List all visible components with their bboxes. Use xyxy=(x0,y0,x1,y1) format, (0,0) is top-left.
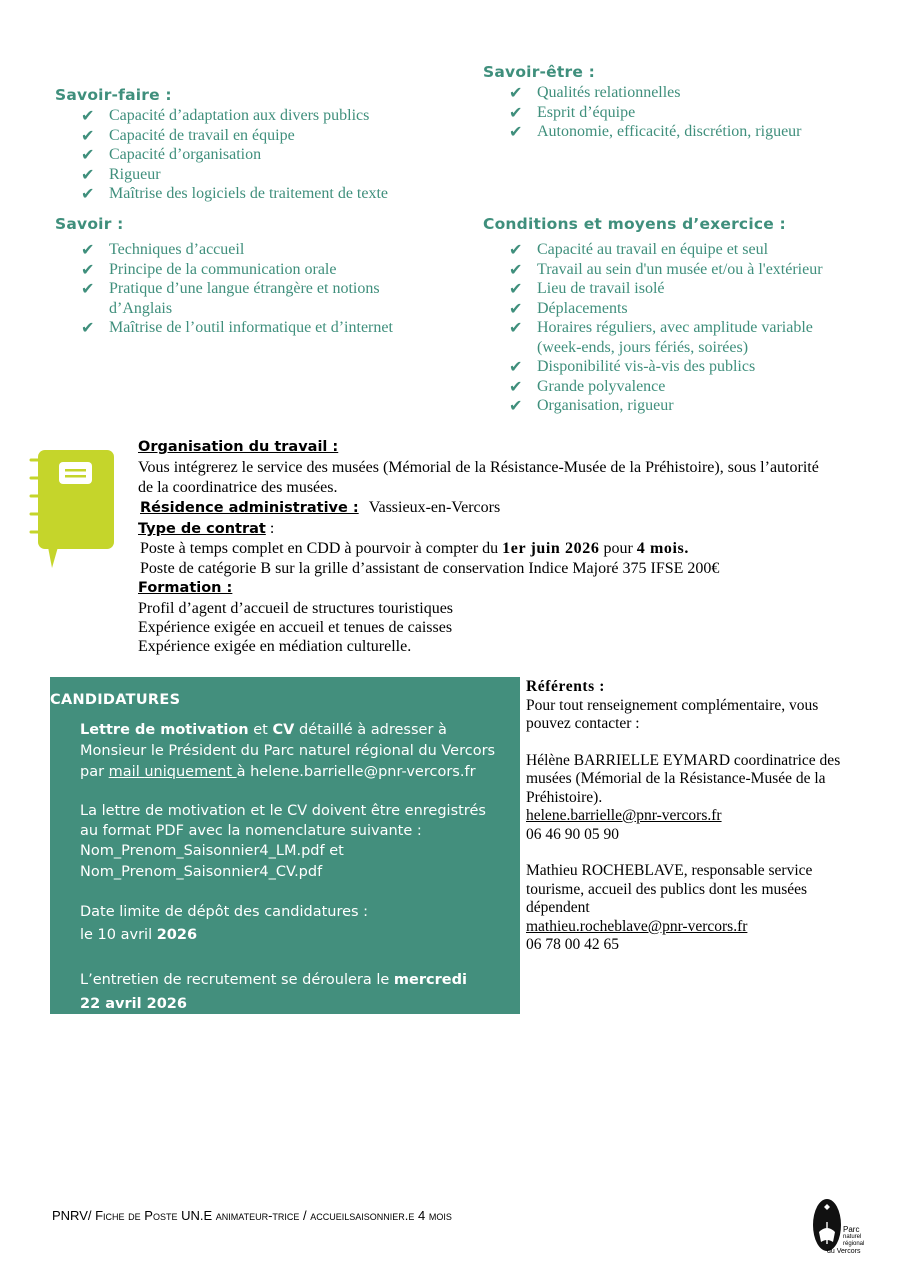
referent-1-line: Préhistoire). xyxy=(526,788,603,806)
candidatures-line: Nom_Prenom_Saisonnier4_LM.pdf et xyxy=(80,843,344,859)
check-icon: ✔ xyxy=(509,102,523,122)
savoir-etre-title: Savoir-être : xyxy=(483,63,596,81)
candidatures-line: au format PDF avec la nomenclature suivante : xyxy=(80,823,422,839)
candidatures-line: L’entretien de recrutement se déroulera le mercredi xyxy=(80,972,467,988)
candidatures-line: Date limite de dépôt des candidatures : xyxy=(80,904,369,920)
logo-emblem-icon xyxy=(812,1198,842,1254)
list-item: ✔ Disponibilité vis-à-vis des publics xyxy=(509,357,756,376)
check-icon: ✔ xyxy=(81,125,95,145)
check-icon: ✔ xyxy=(509,279,523,298)
savoir-list xyxy=(81,240,461,338)
list-item: ✔ Pratique d’une langue étrangère et notions xyxy=(81,279,380,298)
list-item: ✔ Autonomie, efficacité, discrétion, rigueur xyxy=(509,122,802,141)
list-item: ✔ Grande polyvalence xyxy=(509,376,666,396)
parc-vercors-logo xyxy=(812,1198,872,1260)
check-icon: ✔ xyxy=(81,106,95,125)
footer-text: PNRV/ Fiche de Poste UN.E animateur-trice / accueilsaisonnier.e 4 mois xyxy=(52,1208,452,1223)
conditions-title: Conditions et moyens d’exercice : xyxy=(483,215,786,233)
candidatures-line: Monsieur le Président du Parc naturel régional du Vercors xyxy=(80,743,496,759)
list-item: ✔ Capacité d’organisation xyxy=(81,145,262,164)
contrat-line2: Poste de catégorie B sur la grille d’assistant de conservation Indice Majoré 375 IFSE 200€ xyxy=(140,560,720,577)
start-date: 1er juin 2026 xyxy=(502,540,600,557)
check-icon: ✔ xyxy=(509,396,523,415)
list-item: ✔ Lieu de travail isolé xyxy=(509,279,665,298)
check-icon: ✔ xyxy=(81,318,95,337)
savoir-etre-list xyxy=(509,83,879,142)
list-item: ✔ Capacité de travail en équipe xyxy=(81,125,295,145)
list-item: ✔ Maîtrise des logiciels de traitement de texte xyxy=(81,184,389,203)
check-icon: ✔ xyxy=(509,122,523,141)
check-icon: ✔ xyxy=(509,83,523,102)
residence-value: Vassieux-en-Vercors xyxy=(368,499,501,516)
list-item: ✔ Maîtrise de l’outil informatique et d’internet xyxy=(81,318,393,337)
organisation-line1: Vous intégrerez le service des musées (Mémorial de la Résistance-Musée de la Préhistoire), sous l’autorité xyxy=(138,459,819,476)
list-item: ✔ Principe de la communication orale xyxy=(81,259,337,279)
residence-row xyxy=(140,498,500,518)
referent-2-email-link[interactable]: mathieu.rocheblave@pnr-vercors.fr xyxy=(526,917,748,935)
list-item: ✔ Déplacements xyxy=(509,298,628,318)
check-icon: ✔ xyxy=(509,240,523,259)
list-item: ✔ Esprit d’équipe xyxy=(509,102,636,122)
list-item: d’Anglais xyxy=(109,299,173,317)
check-icon: ✔ xyxy=(509,259,523,279)
residence-label: Résidence administrative : xyxy=(140,500,359,516)
list-item: (week-ends, jours fériés, soirées) xyxy=(537,338,749,356)
duration: 4 mois. xyxy=(636,540,689,557)
candidatures-line: par mail uniquement à helene.barrielle@pnr-vercors.fr xyxy=(80,764,476,780)
list-item: ✔ Travail au sein d'un musée et/ou à l'extérieur xyxy=(509,259,823,279)
list-item: ✔ Techniques d’accueil xyxy=(81,240,245,259)
check-icon: ✔ xyxy=(81,184,95,203)
check-icon: ✔ xyxy=(81,259,95,279)
check-icon: ✔ xyxy=(81,145,95,164)
list-item: ✔ Capacité d’adaptation aux divers publics xyxy=(81,106,370,125)
candidatures-line: 22 avril 2026 xyxy=(80,996,187,1012)
list-item: ✔ Qualités relationnelles xyxy=(509,83,681,102)
referent-2-line: dépendent xyxy=(526,899,590,916)
check-icon: ✔ xyxy=(509,298,523,318)
check-icon: ✔ xyxy=(509,376,523,396)
candidatures-line: Lettre de motivation et CV détaillé à adresser à xyxy=(80,722,447,738)
organisation-line2: de la coordinatrice des musées. xyxy=(138,479,338,496)
contrat-text: pour xyxy=(603,540,633,557)
contrat-text: Poste à temps complet en CDD à pourvoir à compter du xyxy=(140,540,499,557)
candidatures-line: La lettre de motivation et le CV doivent être enregistrés xyxy=(80,803,486,819)
formation-line3: Expérience exigée en médiation culturelle. xyxy=(138,638,412,655)
referent-1-line: musées (Mémorial de la Résistance-Musée de la xyxy=(526,770,826,787)
check-icon: ✔ xyxy=(81,164,95,184)
referent-1-line: Hélène BARRIELLE EYMARD coordinatrice des xyxy=(526,751,841,769)
candidatures-line: Nom_Prenom_Saisonnier4_CV.pdf xyxy=(80,864,323,880)
check-icon: ✔ xyxy=(81,279,95,298)
referents-intro: pouvez contacter : xyxy=(526,715,640,732)
referents-title: Référents : xyxy=(526,678,606,695)
candidatures-title: CANDIDATURES xyxy=(50,692,181,708)
formation-line2: Expérience exigée en accueil et tenues de caisses xyxy=(138,619,453,636)
referent-1-email-link[interactable]: helene.barrielle@pnr-vercors.fr xyxy=(526,807,722,824)
formation-line1: Profil d’agent d’accueil de structures touristiques xyxy=(138,600,454,617)
contrat-colon: : xyxy=(269,520,275,537)
list-item: ✔ Rigueur xyxy=(81,164,161,184)
list-item: ✔ Horaires réguliers, avec amplitude variable xyxy=(509,318,813,337)
referent-2-line: Mathieu ROCHEBLAVE, responsable service xyxy=(526,862,813,879)
contrat-label: Type de contrat xyxy=(138,521,266,537)
formation-title: Formation : xyxy=(138,580,233,596)
check-icon: ✔ xyxy=(509,357,523,376)
list-item: ✔ Capacité au travail en équipe et seul xyxy=(509,240,769,259)
referent-1-phone: 06 46 90 05 90 xyxy=(526,825,619,843)
referent-2-line: tourisme, accueil des publics dont les musées xyxy=(526,880,808,898)
logo-text: Parc naturel régional du Vercors xyxy=(827,1225,865,1255)
referent-2-phone: 06 78 00 42 65 xyxy=(526,936,619,953)
referents-intro: Pour tout renseignement complémentaire, vous xyxy=(526,696,819,714)
conditions-list xyxy=(509,240,879,416)
organisation-title: Organisation du travail : xyxy=(138,439,339,455)
contrat-line1 xyxy=(140,539,689,559)
candidatures-box xyxy=(50,677,520,1014)
notebook-icon xyxy=(28,447,118,571)
check-icon: ✔ xyxy=(81,240,95,259)
list-item: ✔ Organisation, rigueur xyxy=(509,396,674,415)
contrat-row xyxy=(138,519,274,539)
savoir-title: Savoir : xyxy=(55,215,124,233)
check-icon: ✔ xyxy=(509,318,523,337)
referents xyxy=(526,678,886,955)
candidatures-line: le 10 avril 2026 xyxy=(80,927,198,943)
savoir-faire-title: Savoir-faire : xyxy=(55,86,172,104)
savoir-faire-list xyxy=(81,106,461,204)
